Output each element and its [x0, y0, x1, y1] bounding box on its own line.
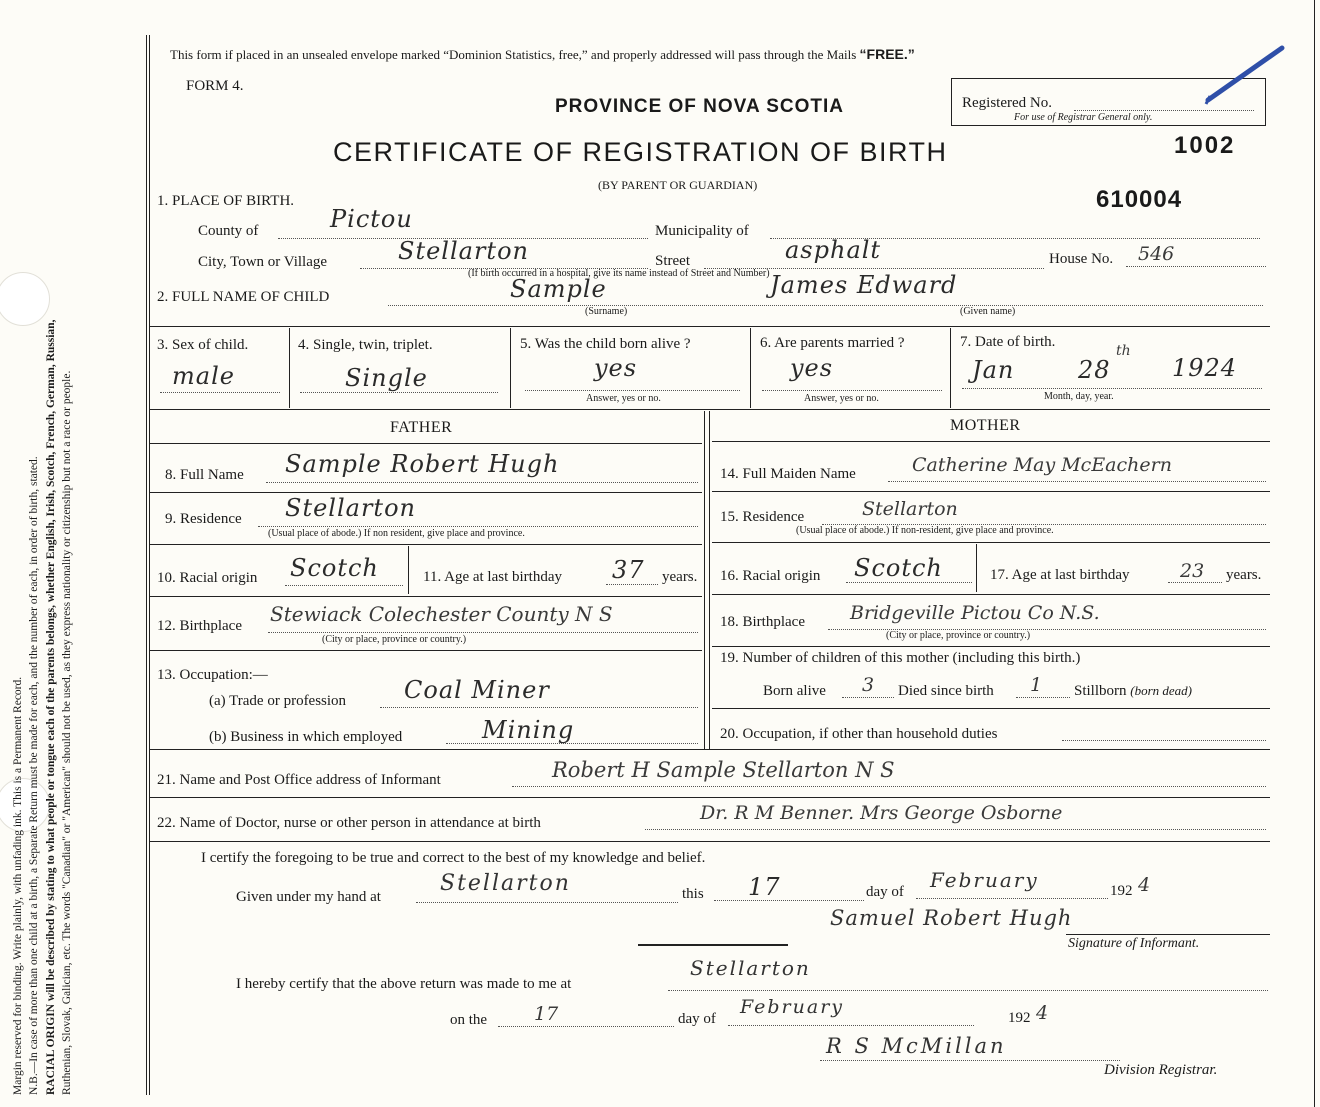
col-divider-2 [510, 328, 511, 408]
given-year-prefix: 192 [1110, 883, 1133, 899]
father-racial-divider [408, 546, 409, 594]
father-racial-value: Scotch [290, 554, 379, 582]
day-of-label: day of [866, 884, 904, 900]
father-residence-value: Stellarton [285, 494, 416, 522]
date-of-birth-label: 7. Date of birth. [960, 334, 1056, 350]
plurality-value: Single [345, 364, 428, 392]
father-trade-label: (a) Trade or profession [209, 693, 347, 709]
county-value: Pictou [330, 205, 413, 233]
street-label: Street [655, 253, 690, 269]
this-label: this [682, 886, 704, 902]
father-age-value: 37 [612, 556, 645, 584]
informant-value: Robert H Sample Stellarton N S [552, 758, 895, 782]
mother-rule-6 [712, 708, 1270, 709]
city-label: City, Town or Village [198, 254, 328, 270]
registrar-month-line [728, 1025, 974, 1026]
father-birthplace-value: Stewiack Colechester County N S [270, 602, 613, 626]
registered-label: Registered No. [962, 95, 1052, 111]
frame-left-line-2 [149, 35, 150, 1095]
father-trade-line [380, 707, 698, 708]
mother-age-line [1168, 582, 1222, 583]
registrar-day-line [498, 1026, 674, 1027]
parent-column-divider-2 [709, 411, 710, 749]
born-alive-question-label: 5. Was the child born alive ? [520, 336, 691, 352]
father-residence-label: 9. Residence [165, 511, 242, 527]
margin-line-2: N.B.—In case of more than one child at a birth, a Separate Return must be made for each, and the number of each, in order of birth, stated. [28, 456, 41, 1095]
mail-notice-text: This form if placed in an unsealed envelope marked “Dominion Statistics, free,” and properly addressed will pass through the Mails [170, 47, 857, 62]
attendant-line [645, 829, 1266, 830]
registrar-day-value: 17 [534, 1003, 559, 1025]
rule-after-attendant [150, 841, 1270, 842]
sex-value: male [172, 362, 235, 390]
mother-children-label: 19. Number of children of this mother (including this birth.) [720, 650, 1081, 666]
dob-day-suffix: th [1116, 343, 1131, 359]
margin-line-3: RACIAL ORIGIN will be described by stating to what people or tongue each of the parents belongs, whether English, Irish, Scotch, French, German, Russian, [44, 319, 57, 1095]
mother-birthplace-label: 18. Birthplace [720, 614, 805, 630]
house-line [1126, 266, 1266, 267]
frame-right-line [1314, 0, 1315, 1107]
mother-birthplace-caption: (City or place, province or country.) [886, 630, 1031, 641]
father-birthplace-caption: (City or place, province or country.) [322, 634, 467, 645]
given-name-caption: (Given name) [960, 306, 1016, 317]
father-age-unit: years. [662, 569, 698, 585]
county-label: County of [198, 223, 259, 239]
sex-line [160, 392, 280, 393]
given-place-line [416, 902, 678, 903]
father-occupation-label: 13. Occupation:— [157, 667, 268, 683]
father-name-line [266, 482, 698, 483]
rule-after-informant [150, 797, 1270, 798]
parents-married-line [762, 390, 942, 391]
mother-residence-value: Stellarton [862, 498, 958, 520]
stillborn-note: (born dead) [1130, 683, 1193, 698]
mother-racial-value: Scotch [854, 554, 943, 582]
father-trade-value: Coal Miner [404, 676, 550, 704]
father-rule-4 [150, 596, 702, 597]
street-value: asphalt [785, 236, 882, 264]
father-residence-line [258, 526, 698, 527]
mother-residence-caption: (Usual place of abode.) If non-resident, give place and province. [796, 525, 1054, 536]
child-given-name: James Edward [770, 271, 958, 299]
father-racial-line [285, 585, 403, 586]
father-rule-5 [150, 650, 702, 651]
given-day-line [714, 900, 864, 901]
hospital-note: (If birth occurred in a hospital, give its name instead of Street and Number) [468, 268, 770, 279]
given-under-label: Given under my hand at [236, 889, 381, 905]
informant-line [512, 786, 1266, 787]
father-birthplace-label: 12. Birthplace [157, 618, 242, 634]
margin-line-4: Ruthenian, Slovak, Galician, etc. The words "Canadian" or "American" should not be used, as they express nationality or citizenship but not a race or people. [60, 370, 73, 1095]
father-name-label: 8. Full Name [165, 467, 244, 483]
informant-signature-caption: Signature of Informant. [1068, 936, 1200, 951]
mother-rule-5 [712, 646, 1270, 647]
mother-rule-4 [712, 594, 1270, 595]
born-alive-caption: Answer, yes or no. [586, 393, 661, 404]
born-alive-count-line [842, 697, 894, 698]
father-age-label: 11. Age at last birthday [423, 569, 562, 585]
registrar-place-line [668, 990, 1268, 991]
born-alive-count-label: Born alive [763, 683, 826, 699]
plurality-line [300, 392, 498, 393]
mother-age-label: 17. Age at last birthday [990, 567, 1130, 583]
col-divider-3 [750, 328, 751, 408]
col-divider-4 [950, 328, 951, 408]
registrar-year-prefix: 192 [1008, 1010, 1031, 1026]
mother-rule-2 [712, 491, 1270, 492]
place-of-birth-label: 1. PLACE OF BIRTH. [157, 193, 295, 209]
father-birthplace-line [268, 632, 698, 633]
house-label: House No. [1049, 251, 1114, 267]
father-residence-caption: (Usual place of abode.) If non resident, give place and province. [268, 528, 525, 539]
father-name-value: Sample Robert Hugh [285, 450, 560, 478]
father-racial-label: 10. Racial origin [157, 570, 258, 586]
registrar-signature-caption: Division Registrar. [1104, 1062, 1218, 1078]
rule-after-row-3-7 [150, 409, 1270, 410]
father-business-value: Mining [482, 716, 575, 744]
city-value: Stellarton [398, 237, 529, 265]
stillborn-label-text: Stillborn [1074, 683, 1127, 699]
registrar-signature-line [820, 1060, 1120, 1061]
father-rule-3 [150, 544, 702, 545]
mother-racial-line [846, 582, 972, 583]
mother-heading: MOTHER [950, 417, 1021, 434]
mother-name-label: 14. Full Maiden Name [720, 466, 856, 482]
born-alive-count-value: 3 [862, 674, 875, 696]
parents-married-label: 6. Are parents married ? [760, 335, 905, 351]
informant-label: 21. Name and Post Office address of Informant [157, 772, 441, 788]
mother-name-line [888, 481, 1266, 482]
registrar-day-of-label: day of [678, 1011, 716, 1027]
given-place-value: Stellarton [440, 871, 571, 896]
rule-after-name [150, 326, 1270, 327]
parents-married-answer: yes [790, 354, 834, 382]
died-count-value: 1 [1030, 674, 1043, 696]
mother-racial-label: 16. Racial origin [720, 568, 821, 584]
mail-notice-free: “FREE.” [859, 46, 915, 62]
given-month-line [916, 898, 1108, 899]
mother-rule-3 [712, 542, 1270, 543]
given-day-value: 17 [748, 873, 781, 901]
father-rule-2 [150, 492, 702, 493]
province-title: PROVINCE OF NOVA SCOTIA [555, 96, 845, 117]
margin-line-1: Margin reserved for binding. Write plainly, with unfading ink. This is a Permanent Record. [12, 676, 24, 1095]
on-the-label: on the [450, 1012, 488, 1028]
municipality-label: Municipality of [655, 223, 749, 239]
mother-rule-1 [712, 441, 1270, 442]
father-age-line [606, 584, 658, 585]
plurality-label: 4. Single, twin, triplet. [298, 337, 433, 353]
mother-residence-label: 15. Residence [720, 509, 805, 525]
col-divider-1 [289, 328, 290, 408]
given-year-suffix: 4 [1138, 874, 1151, 896]
registrar-month-value: February [740, 996, 845, 1018]
sex-label: 3. Sex of child. [157, 337, 249, 353]
serial-number: 610004 [1096, 186, 1183, 213]
born-alive-question-line [525, 390, 740, 391]
died-count-label: Died since birth [898, 683, 994, 699]
mother-age-unit: years. [1226, 567, 1262, 583]
born-alive-answer: yes [594, 354, 638, 382]
mother-birthplace-value: Bridgeville Pictou Co N.S. [850, 602, 1100, 624]
surname-caption: (Surname) [585, 306, 628, 317]
mother-racial-divider [976, 544, 977, 592]
father-heading: FATHER [390, 419, 453, 436]
given-month-value: February [930, 868, 1039, 892]
mail-notice [170, 46, 915, 63]
child-name-label: 2. FULL NAME OF CHILD [157, 289, 330, 305]
informant-signature-line [1066, 934, 1270, 935]
certification-statement: I certify the foregoing to be true and correct to the best of my knowledge and belief. [201, 850, 706, 866]
certificate-title: CERTIFICATE OF REGISTRATION OF BIRTH [333, 137, 948, 167]
certificate-subtitle: (BY PARENT OR GUARDIAN) [598, 178, 758, 192]
registered-note: For use of Registrar General only. [1014, 112, 1153, 123]
died-count-line [1016, 697, 1070, 698]
mother-occupation-label: 20. Occupation, if other than household duties [720, 726, 998, 742]
stamp-number: 1002 [1174, 132, 1236, 159]
mother-age-value: 23 [1180, 560, 1205, 582]
stillborn-label [1074, 683, 1192, 700]
margin-instructions [10, 25, 135, 1095]
registrar-place-value: Stellarton [690, 956, 811, 980]
house-value: 546 [1138, 243, 1175, 265]
registrar-year-suffix: 4 [1036, 1002, 1049, 1024]
mother-occupation-line [1062, 740, 1266, 741]
parent-column-divider [704, 411, 705, 749]
section-separator [638, 944, 788, 946]
date-of-birth-line [962, 388, 1262, 389]
dob-year: 1924 [1172, 354, 1238, 382]
child-name-line [388, 305, 1263, 306]
dob-month: Jan [972, 356, 1015, 384]
rule-after-parents [150, 749, 1270, 750]
informant-signature: Samuel Robert Hugh [830, 906, 1073, 930]
father-rule-1 [150, 443, 702, 444]
dob-day: 28 [1078, 356, 1111, 384]
attendant-label: 22. Name of Doctor, nurse or other person in attendance at birth [157, 815, 541, 831]
father-business-label: (b) Business in which employed [209, 729, 403, 745]
date-of-birth-caption: Month, day, year. [1044, 391, 1114, 402]
form-number: FORM 4. [186, 78, 244, 94]
parents-married-caption: Answer, yes or no. [804, 393, 879, 404]
frame-left-line [146, 35, 147, 1095]
mother-name-value: Catherine May McEachern [912, 454, 1172, 476]
pen-check-mark [1200, 40, 1290, 115]
registrar-statement: I hereby certify that the above return was made to me at [236, 976, 572, 992]
registrar-signature: R S McMillan [826, 1034, 1007, 1058]
attendant-value: Dr. R M Benner. Mrs George Osborne [700, 802, 1063, 824]
child-surname: Sample [510, 275, 607, 303]
